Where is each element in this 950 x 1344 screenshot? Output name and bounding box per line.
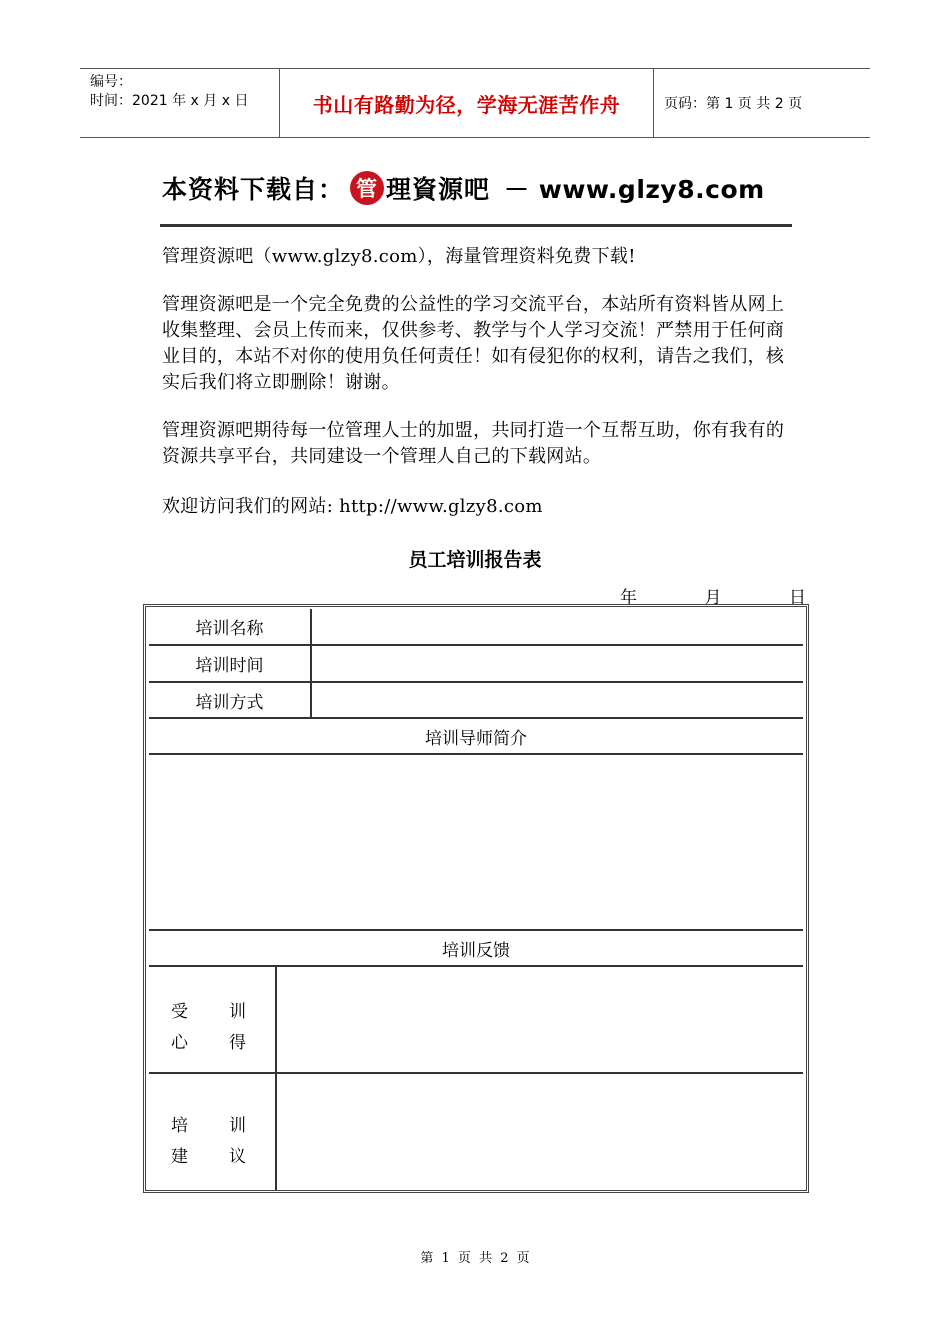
instructor-intro-area <box>149 755 803 931</box>
header-page-info: 页码：第 1 页 共 2 页 <box>664 96 803 112</box>
download-banner <box>162 168 765 208</box>
label-experience: 受 训 心 得 <box>171 1002 246 1053</box>
banner-site-name: 理資源吧 <box>386 175 491 204</box>
row-training-time <box>149 646 803 683</box>
label-feedback: 培训反馈 <box>442 940 510 961</box>
document-header <box>80 68 870 138</box>
row-training-method <box>149 683 803 719</box>
date-day: 日 <box>789 588 806 608</box>
form-title: 员工培训报告表 <box>408 549 542 571</box>
row-experience <box>149 967 803 1074</box>
label-suggestion: 培 训 建 议 <box>171 1116 246 1167</box>
label-training-name: 培训名称 <box>149 609 312 644</box>
banner-url: － www.glzy8.com <box>504 175 765 204</box>
date-year: 年 <box>620 588 637 608</box>
intro-paragraph-3: 管理资源吧期待每一位管理人士的加盟，共同打造一个互帮互助，你有我有的资源共享平台，共同建设一个管理人自己的下载网站。 <box>162 420 785 467</box>
training-report-table <box>143 604 809 1193</box>
label-training-time: 培训时间 <box>149 646 312 681</box>
page-footer: 第 1 页 共 2 页 <box>420 1251 530 1266</box>
date-month: 月 <box>704 588 722 608</box>
row-suggestion <box>149 1074 803 1190</box>
row-feedback-header <box>149 931 803 967</box>
header-motto: 书山有路勤为径，学海无涯苦作舟 <box>280 69 654 137</box>
banner-prefix: 本资料下载自： <box>162 175 345 204</box>
header-meta <box>80 69 280 137</box>
banner-divider <box>160 224 792 227</box>
row-training-name <box>149 609 803 646</box>
label-instructor-intro: 培训导师简介 <box>425 728 527 749</box>
number-label: 编号： <box>90 74 132 90</box>
site-logo-icon: 管 <box>350 171 384 205</box>
label-suggestion-cell <box>149 1074 277 1190</box>
intro-paragraph-2: 管理资源吧是一个完全免费的公益性的学习交流平台，本站所有资料皆从网上收集整理、会员上传而来，仅供参考、教学与个人学习交流！严禁用于任何商业目的，本站不对你的使用负任何责任！如有侵犯你的权利，请告之我们，核实后我们将立即删除！谢谢。 <box>162 294 785 393</box>
row-instructor-intro-header <box>149 719 803 755</box>
label-training-method: 培训方式 <box>149 683 312 717</box>
intro-paragraph-1: 管理资源吧（www.glzy8.com），海量管理资料免费下载! <box>162 246 636 267</box>
intro-paragraph-4: 欢迎访问我们的网站: http://www.glzy8.com <box>162 496 543 517</box>
label-experience-cell <box>149 967 277 1072</box>
time-label: 时间：2021 年 x 月 x 日 <box>90 93 249 109</box>
